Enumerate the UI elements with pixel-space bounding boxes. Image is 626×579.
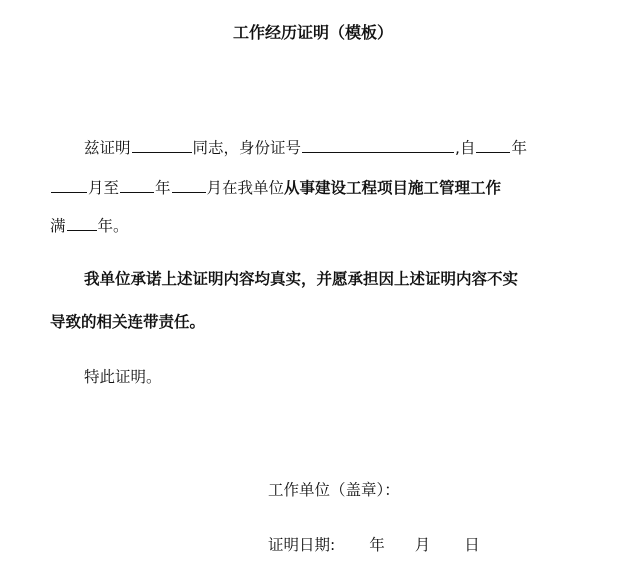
text-year-1: 年	[511, 139, 527, 157]
start-year-blank	[476, 136, 510, 153]
text-job-description: 从事建设工程项目施工管理工作	[284, 179, 502, 197]
name-blank	[132, 136, 192, 153]
text-month-in-unit: 月在我单位	[206, 179, 285, 197]
text-year-2: 年	[155, 179, 171, 197]
text-years: 年。	[97, 217, 129, 235]
paragraph-1-line-1	[84, 136, 527, 159]
text-month-to: 月至	[88, 179, 120, 197]
text-certify: 兹证明	[84, 139, 131, 157]
paragraph-1-line-2	[50, 176, 501, 199]
document-title: 工作经历证明（模板）	[232, 23, 393, 42]
text-full: 满	[50, 217, 66, 235]
start-month-blank	[51, 176, 87, 193]
date-label: 证明日期:	[268, 536, 336, 554]
text-from: ,自	[455, 139, 476, 157]
paragraph-1-line-3	[50, 214, 129, 237]
text-comrade-id: 同志，身份证号	[192, 139, 302, 157]
certificate-date-line	[268, 534, 480, 556]
date-day: 日	[464, 536, 480, 554]
closing-statement: 特此证明。	[84, 368, 162, 386]
commitment-line-2: 导致的相关连带责任。	[50, 313, 206, 331]
commitment-line-1: 我单位承诺上述证明内容均真实，并愿承担因上述证明内容不实	[84, 270, 519, 288]
id-number-blank	[302, 136, 454, 153]
work-unit-seal-label: 工作单位（盖章）：	[268, 481, 400, 499]
date-year: 年	[369, 536, 385, 554]
end-year-blank	[120, 176, 154, 193]
date-month: 月	[414, 536, 431, 554]
end-month-blank	[172, 176, 206, 193]
duration-years-blank	[67, 214, 97, 231]
